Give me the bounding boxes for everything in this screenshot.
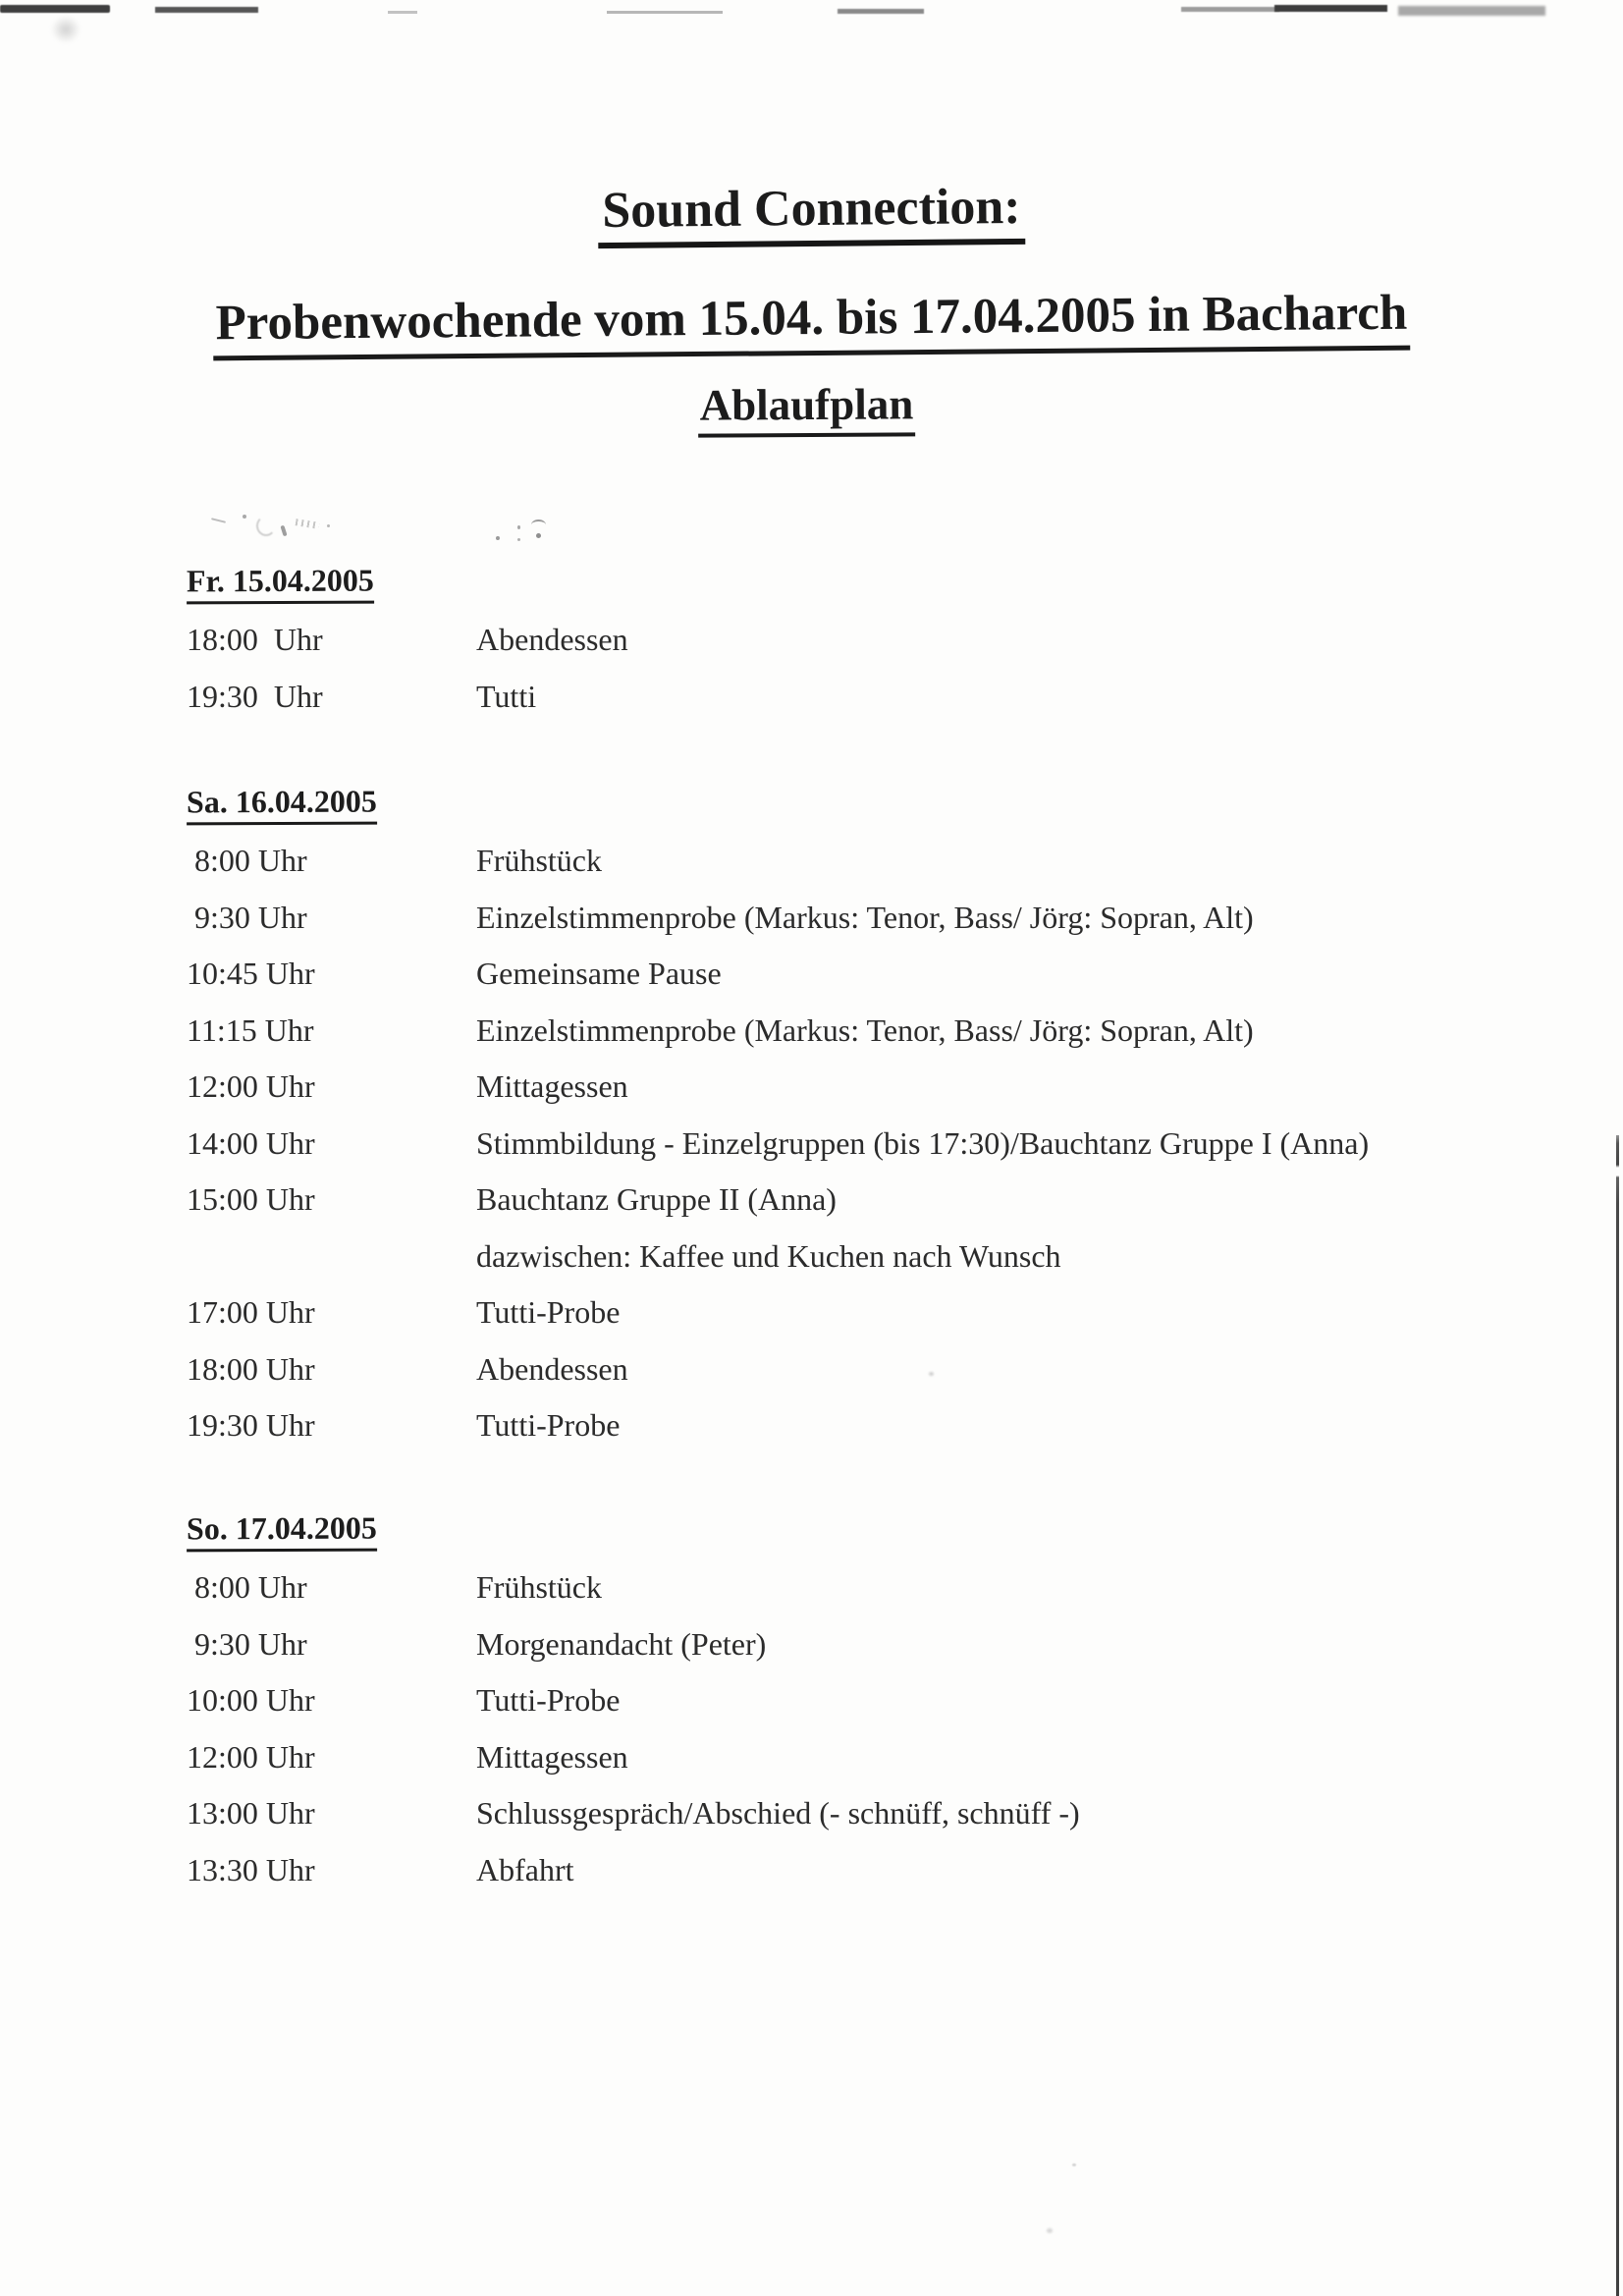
document-subtitle-text: Probenwochende vom 15.04. bis 17.04.2005 in Bacharch bbox=[212, 285, 1410, 361]
schedule-activity: Tutti-Probe bbox=[476, 1407, 621, 1444]
scan-artifact-top-dash bbox=[155, 7, 258, 13]
schedule-row bbox=[187, 1559, 1584, 1616]
scan-artifact-top-dash bbox=[1181, 7, 1279, 12]
schedule-time: 12:00 Uhr bbox=[187, 1738, 315, 1775]
schedule-activity: Bauchtanz Gruppe II (Anna) bbox=[476, 1181, 837, 1218]
scan-artifact-top-dash bbox=[388, 11, 417, 14]
day-header-text: So. 17.04.2005 bbox=[187, 1509, 377, 1553]
schedule-activity: Mittagessen bbox=[476, 1738, 628, 1775]
document-title-text: Sound Connection: bbox=[598, 178, 1025, 248]
scan-artifact-speck bbox=[1047, 2228, 1053, 2233]
schedule-activity: Stimmbildung - Einzelgruppen (bis 17:30)/Bauchtanz Gruppe I (Anna) bbox=[476, 1124, 1370, 1161]
scan-artifact-top-dash bbox=[607, 11, 723, 14]
schedule-time: 8:00 Uhr bbox=[187, 1569, 307, 1606]
day-header bbox=[187, 562, 1584, 604]
schedule-row bbox=[187, 946, 1584, 1003]
schedule-activity: Frühstück bbox=[476, 843, 602, 879]
scan-artifact-speck bbox=[327, 524, 330, 527]
scan-artifact-right-line bbox=[1616, 1135, 1619, 2296]
day-section-friday bbox=[187, 562, 1584, 725]
schedule-time: 18:00 Uhr bbox=[187, 1350, 315, 1387]
scan-artifact-speck bbox=[531, 519, 546, 530]
scan-artifact-top-dash bbox=[0, 5, 110, 13]
schedule-row bbox=[187, 1341, 1584, 1398]
schedule-activity: Einzelstimmenprobe (Markus: Tenor, Bass/ Jörg: Sopran, Alt) bbox=[476, 899, 1254, 935]
schedule-row bbox=[187, 1059, 1584, 1116]
day-header bbox=[187, 783, 1584, 825]
scan-artifact-speck bbox=[1072, 2163, 1076, 2166]
schedule-row bbox=[187, 1397, 1584, 1454]
document-subtitle bbox=[0, 283, 1623, 362]
day-section-sunday bbox=[187, 1509, 1584, 1898]
schedule-time: 10:00 Uhr bbox=[187, 1682, 315, 1719]
plan-heading bbox=[0, 374, 1613, 442]
schedule-activity: Tutti-Probe bbox=[476, 1682, 621, 1719]
schedule-row bbox=[187, 1785, 1584, 1842]
scan-artifact-top-dash bbox=[838, 9, 924, 14]
schedule-time: 17:00 Uhr bbox=[187, 1294, 315, 1331]
schedule-time: 13:00 Uhr bbox=[187, 1795, 315, 1831]
schedule-time: 19:30 Uhr bbox=[187, 678, 323, 714]
scan-artifact-speck bbox=[280, 525, 287, 537]
schedule-time: 8:00 Uhr bbox=[187, 843, 307, 879]
document-title bbox=[0, 172, 1623, 254]
day-header-text: Sa. 16.04.2005 bbox=[187, 783, 377, 826]
scan-artifact-speck bbox=[211, 518, 226, 523]
schedule-row bbox=[187, 1285, 1584, 1341]
schedule-time: 18:00 Uhr bbox=[187, 622, 323, 658]
schedule-row bbox=[187, 1229, 1584, 1285]
schedule-activity: Abendessen bbox=[476, 622, 628, 658]
plan-heading-text: Ablaufplan bbox=[698, 378, 916, 437]
schedule-activity: Gemeinsame Pause bbox=[476, 956, 722, 992]
day-section-saturday bbox=[187, 783, 1584, 1454]
schedule-time: 11:15 Uhr bbox=[187, 1011, 314, 1048]
day-header bbox=[187, 1509, 1584, 1552]
schedule-activity: Morgenandacht (Peter) bbox=[476, 1625, 767, 1662]
schedule-row bbox=[187, 1672, 1584, 1729]
schedule-row bbox=[187, 612, 1584, 669]
day-header-text: Fr. 15.04.2005 bbox=[187, 562, 374, 605]
scan-artifact-speck bbox=[296, 519, 320, 529]
scan-artifact-top-dash bbox=[1398, 6, 1545, 16]
scan-artifact-top-dash bbox=[1274, 5, 1387, 12]
schedule-time: 13:30 Uhr bbox=[187, 1851, 315, 1887]
schedule-row bbox=[187, 1616, 1584, 1673]
scan-artifact-speck bbox=[243, 515, 246, 519]
scan-artifact-speck bbox=[496, 536, 500, 540]
schedule-time: 12:00 Uhr bbox=[187, 1068, 315, 1105]
schedule-row bbox=[187, 669, 1584, 726]
schedule-row bbox=[187, 1729, 1584, 1786]
schedule-row bbox=[187, 890, 1584, 947]
schedule-activity: Einzelstimmenprobe (Markus: Tenor, Bass/ Jörg: Sopran, Alt) bbox=[476, 1011, 1254, 1048]
schedule-time: 9:30 Uhr bbox=[187, 899, 307, 935]
scan-artifact-smudge bbox=[51, 16, 81, 43]
schedule-activity: Schlussgespräch/Abschied (- schnüff, schnüff -) bbox=[476, 1795, 1080, 1831]
schedule-activity: Tutti bbox=[476, 678, 537, 714]
schedule-activity: Frühstück bbox=[476, 1569, 602, 1606]
schedule-activity: Abendessen bbox=[476, 1350, 628, 1387]
schedule-row bbox=[187, 1116, 1584, 1173]
schedule-time: 14:00 Uhr bbox=[187, 1124, 315, 1161]
schedule-row bbox=[187, 1172, 1584, 1229]
schedule-activity: Mittagessen bbox=[476, 1068, 628, 1105]
schedule-time: 10:45 Uhr bbox=[187, 956, 315, 992]
schedule-row bbox=[187, 833, 1584, 890]
schedule-time: 15:00 Uhr bbox=[187, 1181, 315, 1218]
schedule-row bbox=[187, 1003, 1584, 1060]
schedule-activity: Tutti-Probe bbox=[476, 1294, 621, 1331]
scan-artifact-speck bbox=[256, 516, 276, 536]
schedule-time: 9:30 Uhr bbox=[187, 1625, 307, 1662]
scan-artifact-speck bbox=[517, 525, 520, 529]
schedule-activity: Abfahrt bbox=[476, 1851, 574, 1887]
schedule-time: 19:30 Uhr bbox=[187, 1407, 315, 1444]
scan-artifact-speck bbox=[517, 538, 520, 541]
schedule-row bbox=[187, 1842, 1584, 1899]
scan-artifact-speck bbox=[536, 533, 541, 538]
schedule-activity: dazwischen: Kaffee und Kuchen nach Wunsch bbox=[476, 1237, 1061, 1274]
